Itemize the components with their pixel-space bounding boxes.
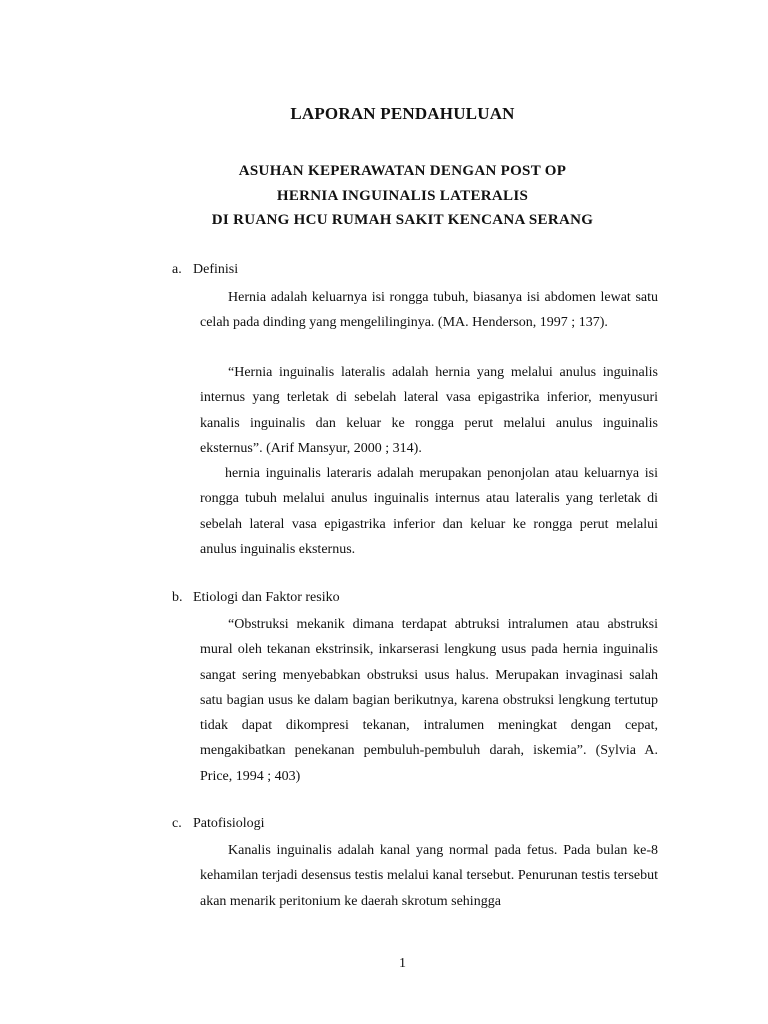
section-heading-etiologi bbox=[172, 590, 340, 606]
page-number: 1 bbox=[399, 956, 406, 971]
section-title: Etiologi dan Faktor resiko bbox=[193, 590, 340, 605]
section-heading-patofisiologi bbox=[172, 816, 265, 832]
section-marker: a. bbox=[172, 262, 182, 277]
section-marker: c. bbox=[172, 816, 182, 831]
paragraph: “Obstruksi mekanik dimana terdapat abtruksi intralumen atau abstruksi mural oleh tekanan ekstrinsik, inkarserasi lengkung usus pada hernia inguinalis sangat sering menyebabkan obstruksi usus halus. Merupakan invaginasi salah satu bagian usus ke dalam bagian berikutnya, karena obstruksi lengkung tertutup tidak dapat dikompresi tekanan, intralumen meningkat dengan cepat, mengakibatkan penekanan pembuluh-pembuluh darah, iskemia”. (Sylvia A. Price, 1994 ; 403) bbox=[200, 617, 658, 784]
subtitle-line-2: HERNIA INGUINALIS LATERALIS bbox=[276, 188, 529, 204]
subtitle-line-1: ASUHAN KEPERAWATAN DENGAN POST OP bbox=[238, 163, 567, 179]
section-title: Definisi bbox=[193, 262, 239, 277]
paragraph: Kanalis inguinalis adalah kanal yang normal pada fetus. Pada bulan ke-8 kehamilan terjadi desensus testis melalui kanal tersebut. Penurunan testis tersebut akan menarik peritonium ke daerah skrotum sehingga bbox=[200, 843, 658, 909]
section-marker: b. bbox=[172, 590, 183, 605]
document-title: LAPORAN PENDAHULUAN bbox=[290, 104, 515, 123]
section-title: Patofisiologi bbox=[193, 816, 265, 831]
subtitle-line-3: DI RUANG HCU RUMAH SAKIT KENCANA SERANG bbox=[211, 212, 594, 228]
paragraph: “Hernia inguinalis lateralis adalah hernia yang melalui anulus inguinalis internus yang terletak di sebelah lateral vasa epigastrika inferior, menyusuri kanalis inguinalis dan keluar ke rongga perut melalui anulus inguinalis eksternus”. (Arif Mansyur, 2000 ; 314). bbox=[200, 365, 658, 456]
section-heading-definisi bbox=[172, 262, 238, 278]
paragraph: Hernia adalah keluarnya isi rongga tubuh, biasanya isi abdomen lewat satu celah pada dinding yang mengelilinginya. (MA. Henderson, 1997 ; 137). bbox=[200, 290, 658, 331]
paragraph: hernia inguinalis lateraris adalah merupakan penonjolan atau keluarnya isi rongga tubuh melalui anulus inguinalis internus atau lateralis yang terletak di sebelah lateral vasa epigastrika inferior dan keluar ke rongga perut melalui anulus inguinalis eksternus. bbox=[200, 466, 658, 557]
